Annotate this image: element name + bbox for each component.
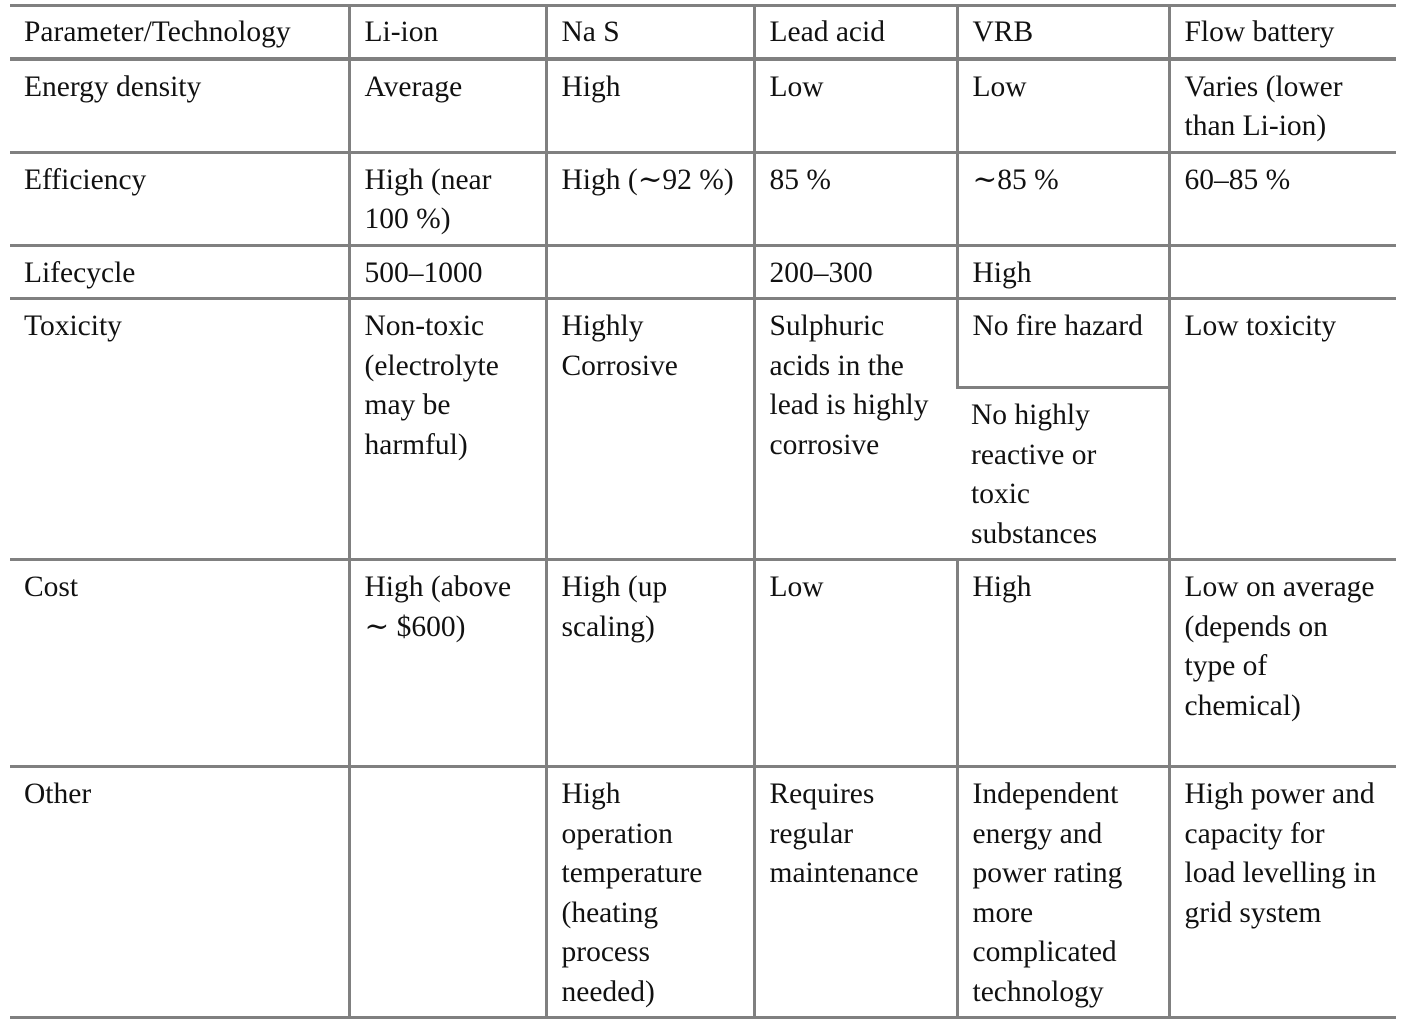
cell-flow-battery: Varies (lower than Li-ion) <box>1169 59 1396 153</box>
cell-na-s: High (∼92 %) <box>546 152 754 245</box>
table-row-energy-density <box>10 59 1396 153</box>
cell-na-s: Highly Corrosive <box>546 299 754 560</box>
cell-lead-acid: 200–300 <box>754 245 957 299</box>
header-parameter-technology: Parameter/Technology <box>10 6 349 59</box>
cell-li-ion: High (above ∼ $600) <box>349 560 546 767</box>
cell-li-ion <box>349 767 546 1018</box>
cell-li-ion: Non-toxic (electrolyte may be harmful) <box>349 299 546 560</box>
cell-vrb: High <box>957 560 1169 767</box>
cell-vrb: Low <box>957 59 1169 153</box>
cell-na-s: High <box>546 59 754 153</box>
cell-lead-acid: Requires regular maintenance <box>754 767 957 1018</box>
cell-na-s: High operation temperature (heating process needed) <box>546 767 754 1018</box>
cell-flow-battery: 60–85 % <box>1169 152 1396 245</box>
table-row-other <box>10 767 1396 1018</box>
cell-vrb-fire-hazard: No fire hazard <box>957 299 1169 388</box>
cell-flow-battery: Low toxicity <box>1169 299 1396 560</box>
row-label: Efficiency <box>10 152 349 245</box>
cell-lead-acid: Sulphuric acids in the lead is highly corrosive <box>754 299 957 560</box>
cell-vrb: Independent energy and power rating more complicated technology <box>957 767 1169 1018</box>
header-vrb: VRB <box>957 6 1169 59</box>
row-label: Toxicity <box>10 299 349 560</box>
cell-lead-acid: 85 % <box>754 152 957 245</box>
header-row <box>10 6 1396 59</box>
cell-vrb: ∼85 % <box>957 152 1169 245</box>
header-lead-acid: Lead acid <box>754 6 957 59</box>
battery-comparison-table <box>10 4 1396 1019</box>
row-label: Other <box>10 767 349 1018</box>
cell-flow-battery <box>1169 245 1396 299</box>
cell-li-ion: Average <box>349 59 546 153</box>
table-row-toxicity <box>10 299 1396 388</box>
cell-vrb: High <box>957 245 1169 299</box>
cell-na-s: High (up scaling) <box>546 560 754 767</box>
cell-lead-acid: Low <box>754 560 957 767</box>
cell-flow-battery: High power and capacity for load levelling in grid system <box>1169 767 1396 1018</box>
row-label: Lifecycle <box>10 245 349 299</box>
table-row-efficiency <box>10 152 1396 245</box>
header-na-s: Na S <box>546 6 754 59</box>
table-row-cost <box>10 560 1396 767</box>
cell-li-ion: 500–1000 <box>349 245 546 299</box>
cell-vrb-reactive-substances: No highly reactive or toxic substances <box>957 388 1169 560</box>
table-row-lifecycle <box>10 245 1396 299</box>
header-flow-battery: Flow battery <box>1169 6 1396 59</box>
row-label: Energy density <box>10 59 349 153</box>
cell-flow-battery: Low on average (depends on type of chemical) <box>1169 560 1396 767</box>
cell-li-ion: High (near 100 %) <box>349 152 546 245</box>
cell-lead-acid: Low <box>754 59 957 153</box>
row-label: Cost <box>10 560 349 767</box>
cell-na-s <box>546 245 754 299</box>
header-li-ion: Li-ion <box>349 6 546 59</box>
